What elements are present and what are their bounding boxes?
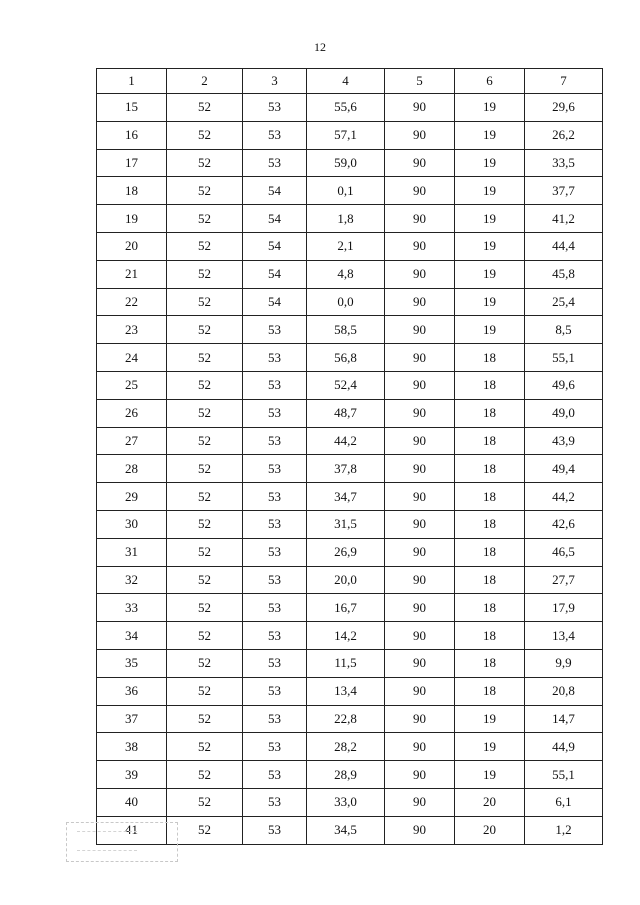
table-cell: 28,9: [307, 761, 385, 789]
table-cell: 90: [385, 788, 455, 816]
table-cell: 58,5: [307, 316, 385, 344]
table-cell: 45,8: [525, 260, 603, 288]
table-row: [97, 483, 603, 511]
table-cell: 34,5: [307, 816, 385, 844]
table-cell: 32: [97, 566, 167, 594]
table-cell: 28,2: [307, 733, 385, 761]
table-cell: 19: [455, 733, 525, 761]
table-row: [97, 705, 603, 733]
table-cell: 90: [385, 316, 455, 344]
table-cell: 20: [455, 788, 525, 816]
table-cell: 52: [167, 205, 243, 233]
table-cell: 11,5: [307, 649, 385, 677]
table-cell: 25: [97, 371, 167, 399]
table-cell: 38: [97, 733, 167, 761]
table-row: [97, 177, 603, 205]
table-cell: 54: [243, 205, 307, 233]
table-cell: 18: [455, 649, 525, 677]
table-cell: 53: [243, 761, 307, 789]
table-cell: 2,1: [307, 232, 385, 260]
table-cell: 90: [385, 205, 455, 233]
table-cell: 19: [455, 232, 525, 260]
table-cell: 53: [243, 399, 307, 427]
table-cell: 53: [243, 677, 307, 705]
table-cell: 29,6: [525, 94, 603, 122]
table-row: [97, 788, 603, 816]
table-cell: 90: [385, 232, 455, 260]
table-cell: 90: [385, 177, 455, 205]
table-cell: 37,8: [307, 455, 385, 483]
table-cell: 90: [385, 371, 455, 399]
table-cell: 6,1: [525, 788, 603, 816]
table-cell: 13,4: [525, 622, 603, 650]
table-cell: 53: [243, 622, 307, 650]
table-cell: 1,8: [307, 205, 385, 233]
table-cell: 90: [385, 622, 455, 650]
table-cell: 52: [167, 510, 243, 538]
table-cell: 19: [455, 260, 525, 288]
table-cell: 0,0: [307, 288, 385, 316]
table-cell: 90: [385, 344, 455, 372]
table-cell: 53: [243, 538, 307, 566]
table-cell: 54: [243, 232, 307, 260]
table-cell: 49,6: [525, 371, 603, 399]
table-cell: 52: [167, 177, 243, 205]
table-cell: 90: [385, 94, 455, 122]
table-cell: 49,0: [525, 399, 603, 427]
table-row: [97, 94, 603, 122]
table-cell: 90: [385, 649, 455, 677]
table-cell: 53: [243, 316, 307, 344]
table-cell: 56,8: [307, 344, 385, 372]
table-cell: 36: [97, 677, 167, 705]
table-cell: 19: [455, 94, 525, 122]
table-cell: 52: [167, 455, 243, 483]
table-row: [97, 455, 603, 483]
table-cell: 30: [97, 510, 167, 538]
table-cell: 53: [243, 427, 307, 455]
table-cell: 53: [243, 371, 307, 399]
table-cell: 53: [243, 344, 307, 372]
table-row: [97, 566, 603, 594]
table-cell: 34,7: [307, 483, 385, 511]
table-cell: 53: [243, 455, 307, 483]
table-cell: 25,4: [525, 288, 603, 316]
column-header: 6: [455, 69, 525, 94]
table-cell: 52: [167, 677, 243, 705]
table-cell: 90: [385, 816, 455, 844]
table-cell: 19: [455, 149, 525, 177]
table-cell: 19: [455, 316, 525, 344]
table-cell: 44,2: [307, 427, 385, 455]
table-cell: 90: [385, 733, 455, 761]
table-cell: 26,9: [307, 538, 385, 566]
table-cell: 18: [455, 344, 525, 372]
table-cell: 15: [97, 94, 167, 122]
table-cell: 53: [243, 510, 307, 538]
table-row: [97, 371, 603, 399]
table-cell: 19: [455, 705, 525, 733]
table-cell: 90: [385, 399, 455, 427]
table-cell: 18: [455, 622, 525, 650]
table-cell: 90: [385, 149, 455, 177]
table-cell: 22: [97, 288, 167, 316]
table-cell: 41: [97, 816, 167, 844]
table-cell: 52: [167, 538, 243, 566]
table-cell: 90: [385, 260, 455, 288]
table-row: [97, 205, 603, 233]
table-cell: 90: [385, 566, 455, 594]
table-cell: 55,6: [307, 94, 385, 122]
table-cell: 33,0: [307, 788, 385, 816]
table-row: [97, 427, 603, 455]
table-cell: 53: [243, 121, 307, 149]
table-cell: 53: [243, 733, 307, 761]
table-cell: 90: [385, 121, 455, 149]
table-cell: 31: [97, 538, 167, 566]
table-cell: 48,7: [307, 399, 385, 427]
table-cell: 52: [167, 594, 243, 622]
table-row: [97, 594, 603, 622]
table-header: [97, 69, 603, 94]
table-cell: 1,2: [525, 816, 603, 844]
table-cell: 19: [97, 205, 167, 233]
table-cell: 33: [97, 594, 167, 622]
table-cell: 4,8: [307, 260, 385, 288]
table-cell: 52: [167, 316, 243, 344]
column-header: 2: [167, 69, 243, 94]
table-cell: 52: [167, 94, 243, 122]
table-cell: 53: [243, 149, 307, 177]
table-row: [97, 761, 603, 789]
column-header: 7: [525, 69, 603, 94]
table-cell: 44,9: [525, 733, 603, 761]
table-cell: 18: [97, 177, 167, 205]
table-cell: 90: [385, 288, 455, 316]
table-cell: 52: [167, 705, 243, 733]
table-cell: 52: [167, 399, 243, 427]
table-cell: 52: [167, 371, 243, 399]
table-cell: 18: [455, 371, 525, 399]
table-row: [97, 344, 603, 372]
table-cell: 52: [167, 232, 243, 260]
table-cell: 33,5: [525, 149, 603, 177]
table-cell: 19: [455, 205, 525, 233]
table-cell: 54: [243, 288, 307, 316]
table-cell: 16: [97, 121, 167, 149]
table-row: [97, 149, 603, 177]
table-cell: 52: [167, 427, 243, 455]
table-cell: 18: [455, 566, 525, 594]
table-cell: 52: [167, 344, 243, 372]
table-cell: 54: [243, 260, 307, 288]
table-cell: 18: [455, 594, 525, 622]
column-header: 4: [307, 69, 385, 94]
table-cell: 53: [243, 483, 307, 511]
table-row: [97, 121, 603, 149]
page-number: 12: [314, 40, 326, 54]
table-cell: 18: [455, 677, 525, 705]
table-cell: 53: [243, 788, 307, 816]
table-cell: 52: [167, 121, 243, 149]
table-cell: 52: [167, 816, 243, 844]
table-row: [97, 733, 603, 761]
table-cell: 35: [97, 649, 167, 677]
table-cell: 20,8: [525, 677, 603, 705]
table-cell: 90: [385, 538, 455, 566]
table-cell: 44,4: [525, 232, 603, 260]
table-cell: 18: [455, 399, 525, 427]
table-cell: 52: [167, 566, 243, 594]
table-cell: 57,1: [307, 121, 385, 149]
table-cell: 17: [97, 149, 167, 177]
table-cell: 37: [97, 705, 167, 733]
table-cell: 14,7: [525, 705, 603, 733]
table-cell: 13,4: [307, 677, 385, 705]
table-cell: 27: [97, 427, 167, 455]
table-cell: 53: [243, 649, 307, 677]
table-cell: 90: [385, 594, 455, 622]
table-row: [97, 316, 603, 344]
table-cell: 27,7: [525, 566, 603, 594]
table-cell: 90: [385, 483, 455, 511]
table-cell: 44,2: [525, 483, 603, 511]
table-cell: 19: [455, 288, 525, 316]
table-cell: 55,1: [525, 761, 603, 789]
table-cell: 18: [455, 483, 525, 511]
table-cell: 49,4: [525, 455, 603, 483]
table-cell: 53: [243, 705, 307, 733]
table-row: [97, 288, 603, 316]
table-cell: 52: [167, 149, 243, 177]
table-cell: 37,7: [525, 177, 603, 205]
table-cell: 19: [455, 177, 525, 205]
table-cell: 21: [97, 260, 167, 288]
table-body: [97, 94, 603, 845]
table-cell: 14,2: [307, 622, 385, 650]
table-cell: 46,5: [525, 538, 603, 566]
table-cell: 26,2: [525, 121, 603, 149]
table-cell: 8,5: [525, 316, 603, 344]
table-cell: 90: [385, 761, 455, 789]
table-cell: 18: [455, 427, 525, 455]
table-cell: 52,4: [307, 371, 385, 399]
table-cell: 20,0: [307, 566, 385, 594]
table-cell: 0,1: [307, 177, 385, 205]
table-cell: 90: [385, 510, 455, 538]
table-row: [97, 649, 603, 677]
table-cell: 28: [97, 455, 167, 483]
table-row: [97, 510, 603, 538]
table-row: [97, 677, 603, 705]
table-cell: 18: [455, 510, 525, 538]
column-header: 3: [243, 69, 307, 94]
column-header: 1: [97, 69, 167, 94]
table-cell: 52: [167, 260, 243, 288]
table-cell: 52: [167, 761, 243, 789]
table-cell: 40: [97, 788, 167, 816]
table-cell: 9,9: [525, 649, 603, 677]
coordinates-table: [96, 68, 603, 845]
table-row: [97, 538, 603, 566]
table-cell: 17,9: [525, 594, 603, 622]
table-cell: 53: [243, 94, 307, 122]
table-header-row: [97, 69, 603, 94]
table-cell: 52: [167, 288, 243, 316]
table-cell: 39: [97, 761, 167, 789]
table-cell: 18: [455, 538, 525, 566]
table-cell: 90: [385, 677, 455, 705]
table-cell: 31,5: [307, 510, 385, 538]
column-header: 5: [385, 69, 455, 94]
table-cell: 18: [455, 455, 525, 483]
table-row: [97, 399, 603, 427]
table-cell: 90: [385, 705, 455, 733]
table-cell: 53: [243, 816, 307, 844]
table-cell: 53: [243, 594, 307, 622]
faint-stamp-inner: [77, 831, 137, 851]
table-cell: 19: [455, 761, 525, 789]
table-row: [97, 622, 603, 650]
table-cell: 20: [455, 816, 525, 844]
table-cell: 24: [97, 344, 167, 372]
table-cell: 16,7: [307, 594, 385, 622]
table-cell: 23: [97, 316, 167, 344]
table-cell: 90: [385, 427, 455, 455]
table-cell: 42,6: [525, 510, 603, 538]
table-cell: 90: [385, 455, 455, 483]
table-row: [97, 260, 603, 288]
table-cell: 52: [167, 733, 243, 761]
table-cell: 53: [243, 566, 307, 594]
table-cell: 59,0: [307, 149, 385, 177]
table-cell: 43,9: [525, 427, 603, 455]
table-row: [97, 232, 603, 260]
table-cell: 19: [455, 121, 525, 149]
table-cell: 55,1: [525, 344, 603, 372]
table-cell: 41,2: [525, 205, 603, 233]
table-cell: 52: [167, 649, 243, 677]
table-cell: 20: [97, 232, 167, 260]
table-cell: 54: [243, 177, 307, 205]
table-cell: 26: [97, 399, 167, 427]
table-cell: 52: [167, 622, 243, 650]
faint-stamp-mark: [66, 822, 178, 862]
table-cell: 34: [97, 622, 167, 650]
table-cell: 22,8: [307, 705, 385, 733]
table-cell: 29: [97, 483, 167, 511]
table-cell: 52: [167, 788, 243, 816]
table-cell: 52: [167, 483, 243, 511]
